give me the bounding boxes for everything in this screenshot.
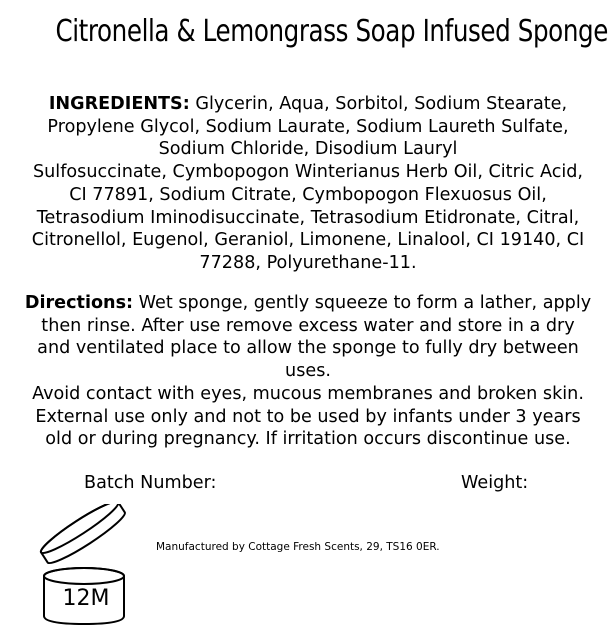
ingredients-line-6: Tetrasodium Iminodisuccinate, Tetrasodium Etidronate, Citral, xyxy=(36,207,580,228)
ingredients-line-5: CI 77891, Sodium Citrate, Cymbopogon Flexuosus Oil, xyxy=(69,184,547,205)
ingredients-label: INGREDIENTS: xyxy=(48,94,190,114)
ingredients-line-7: Citronellol, Eugenol, Geraniol, Limonene, Linalool, CI 19140, CI xyxy=(31,230,585,251)
directions-line-3: and ventilated place to allow the sponge to fully dry between xyxy=(37,338,579,359)
directions-line-4: uses. xyxy=(285,361,331,382)
directions-line-7: old or during pregnancy. If irritation occurs discontinue use. xyxy=(45,429,571,450)
ingredients-section xyxy=(6,93,610,275)
ingredients-line-4: Sulfosuccinate, Cymbopogon Winterianus Herb Oil, Citric Acid, xyxy=(32,162,584,183)
pao-label: 12M xyxy=(62,586,110,611)
ingredients-text: Glycerin, Aqua, Sorbitol, Sodium Stearate, xyxy=(189,94,568,114)
directions-line-6: External use only and not to be used by infants under 3 years xyxy=(35,406,581,427)
weight-label: Weight: xyxy=(461,473,529,493)
ingredients-line-3: Sodium Chloride, Disodium Lauryl xyxy=(158,139,458,160)
directions-text: Wet sponge, gently squeeze to form a lather, apply xyxy=(133,293,592,313)
ingredients-line-2: Propylene Glycol, Sodium Laurate, Sodium Laureth Sulfate, xyxy=(47,116,569,137)
period-after-opening-symbol xyxy=(34,504,134,628)
directions-line-1 xyxy=(6,292,610,315)
ingredients-line-1 xyxy=(6,93,610,116)
product-title: Citronella & Lemongrass Soap Infused Sponge xyxy=(55,14,608,49)
directions-label: Directions: xyxy=(24,293,134,313)
directions-line-5: Avoid contact with eyes, mucous membranes and broken skin. xyxy=(32,383,584,404)
directions-line-2: then rinse. After use remove excess water and store in a dry xyxy=(41,315,575,336)
directions-section xyxy=(6,292,610,451)
manufacturer-text: Manufactured by Cottage Fresh Scents, 29, TS16 0ER. xyxy=(156,541,440,553)
batch-number-label: Batch Number: xyxy=(84,473,217,493)
ingredients-line-8: 77288, Polyurethane-11. xyxy=(199,252,417,273)
